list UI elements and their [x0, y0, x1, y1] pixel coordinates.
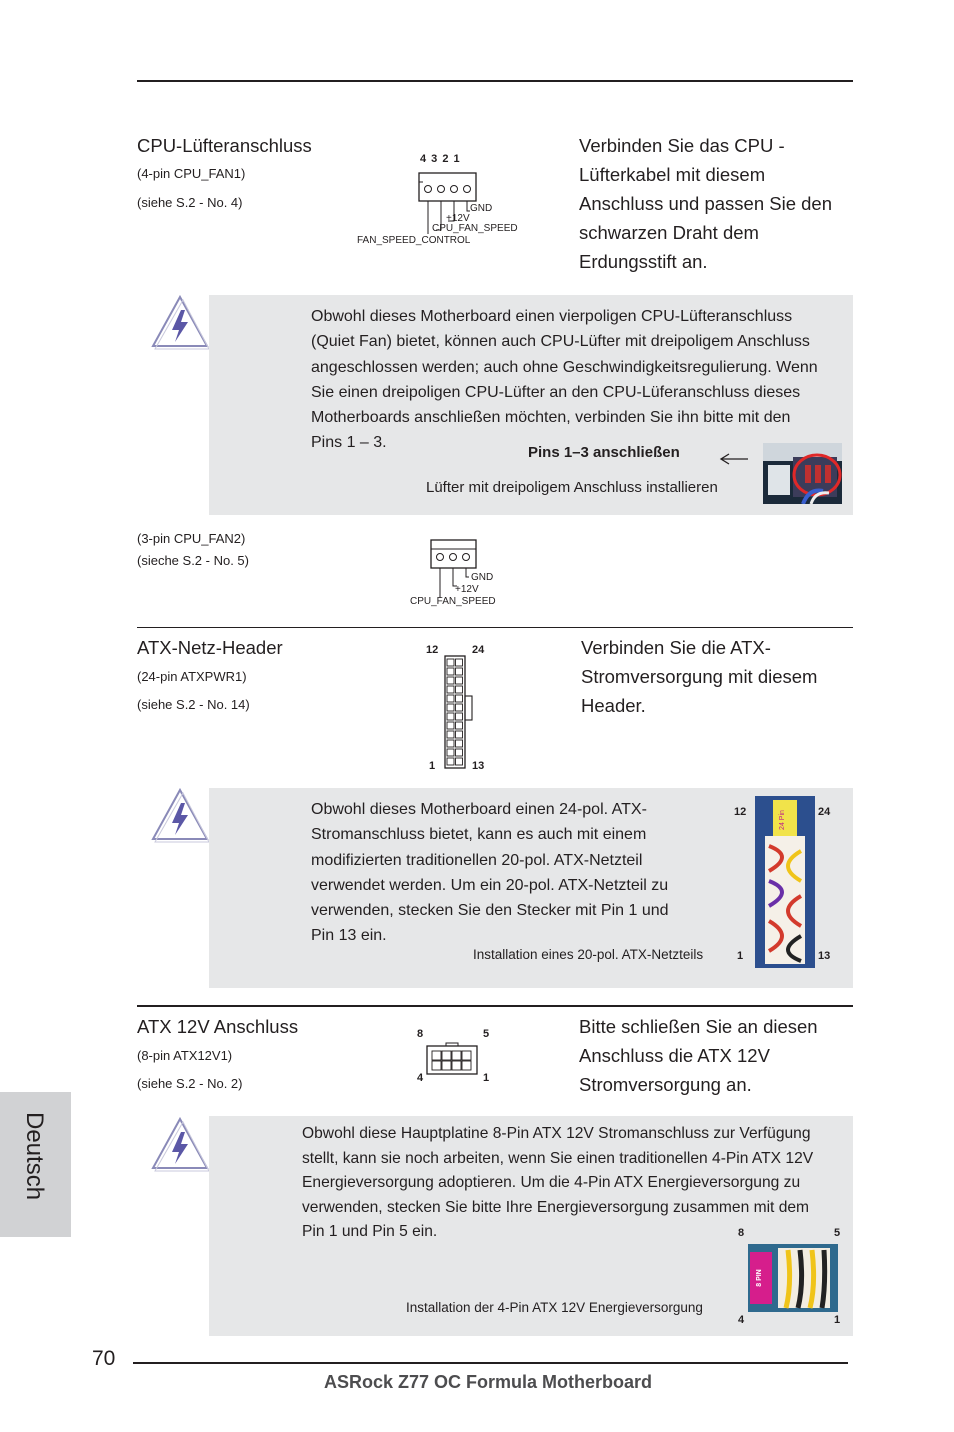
connector-pin: [456, 740, 463, 747]
arrow-left-icon: [718, 452, 750, 466]
connector-pin: [456, 713, 463, 720]
atx12v-ref: (siehe S.2 - No. 2): [137, 1076, 243, 1091]
atx-20pin-photo: [755, 796, 815, 968]
note3-pin-4: 4: [738, 1314, 745, 1326]
atx12v-pin-5: 5: [483, 1028, 490, 1040]
atx12v-title: ATX 12V Anschluss: [137, 1016, 299, 1037]
note-line: stellt, kann sie noch arbeiten, wenn Sie einen traditionellen 4-Pin ATX 12V: [302, 1149, 814, 1167]
note-line: Sie einen dreipoligen CPU-Lüfter an den CPU-Lüferanschluss dieses: [311, 383, 801, 401]
atxpwr-ref: (siehe S.2 - No. 14): [137, 697, 250, 712]
note-line: Pin 1 und Pin 5 ein.: [302, 1223, 438, 1240]
connector-pin: [456, 704, 463, 711]
note-line: Motherboards anschließen möchten, verbinden Sie ihn bitte mit den: [311, 409, 791, 427]
note2-caption: Installation eines 20-pol. ATX-Netzteils: [473, 947, 704, 962]
note2-pin-13: 13: [818, 950, 831, 962]
desc-line: Bitte schließen Sie an diesen: [579, 1016, 818, 1037]
note-line: Pins 1 – 3.: [311, 434, 387, 452]
cpu-fan1-pin-numbers: 4 3 2 1: [420, 153, 461, 165]
desc-line: Anschluss und passen Sie den: [579, 193, 833, 214]
cpu-fan2-speed: CPU_FAN_SPEED: [410, 596, 496, 607]
atx12v-pin-4: 4: [417, 1072, 424, 1084]
desc-line: schwarzen Draht dem: [579, 222, 759, 243]
top-rule: [137, 80, 853, 82]
photo-label: 24 Pin: [779, 810, 786, 830]
note3-text: [302, 1122, 853, 1245]
cpu-fan2-gnd: GND: [471, 572, 494, 583]
desc-line: Header.: [581, 695, 646, 716]
connector-pin: [456, 749, 463, 756]
connector-pin: [447, 731, 454, 738]
connector-pin: [456, 686, 463, 693]
desc-line: Stromversorgung an.: [579, 1074, 752, 1095]
note-line: Obwohl dieses Motherboard einen 24-pol. ATX-: [311, 801, 647, 818]
atxpwr-pin: (24-pin ATXPWR1): [137, 669, 247, 684]
language-tab-label: Deutsch: [21, 1112, 48, 1201]
warning-icon: [150, 1116, 210, 1172]
note-line: Stromanschluss bietet, kann es auch mit einem: [311, 826, 647, 844]
atx12v-4pin-photo: [748, 1244, 838, 1312]
atx12v-pin-1: 1: [483, 1072, 490, 1084]
desc-line: Anschluss die ATX 12V: [579, 1045, 770, 1066]
atx12v-pin-8: 8: [417, 1028, 424, 1040]
desc-line: Verbinden Sie die ATX-: [581, 637, 771, 658]
connector-pin: [456, 677, 463, 684]
cpu-fan1-ref: (siehe S.2 - No. 4): [137, 195, 243, 210]
note-line: angeschlossen werden; auch ohne Geschwindigkeitsregulierung. Wenn: [311, 358, 818, 376]
atxpwr-description: [581, 633, 853, 720]
note3-pin-8: 8: [738, 1227, 745, 1239]
note-line: Obwohl diese Hauptplatine 8-Pin ATX 12V Stromanschluss zur Verfügung: [302, 1125, 811, 1142]
note-line: modifizierten traditionellen 20-pol. ATX-Netzteil: [311, 851, 643, 869]
section-divider: [137, 627, 853, 628]
connector-pin: [447, 668, 454, 675]
note-line: Energieversorgung adoptieren. Um die 4-Pin ATX Energieversorgung zu: [302, 1174, 801, 1191]
atxpwr-pin-1: 1: [429, 760, 436, 772]
cpu-fan2-pin: (3-pin CPU_FAN2): [137, 531, 246, 546]
desc-line: Lüfterkabel mit diesem: [579, 164, 766, 185]
connector-pin: [456, 722, 463, 729]
note-line: verwenden, stecken Sie bitte Ihre Energieversorgung zusammen mit dem: [302, 1198, 810, 1216]
desc-line: Stromversorgung mit diesem: [581, 666, 818, 687]
note-line: Pin 13 ein.: [311, 927, 387, 945]
note3-caption: Installation der 4-Pin ATX 12V Energieversorgung: [406, 1300, 703, 1315]
warning-icon: [150, 787, 210, 843]
connector-pin: [456, 731, 463, 738]
note2-pin-12: 12: [734, 806, 747, 818]
connector-pin: [456, 659, 463, 666]
atxpwr-connector-diagram: [440, 654, 476, 770]
cpu-fan1-title: CPU-Lüfteranschluss: [137, 135, 312, 156]
note2-pin-1: 1: [737, 950, 744, 962]
cpu-fan1-control: FAN_SPEED_CONTROL: [357, 235, 471, 246]
footer-rule: [133, 1362, 848, 1364]
note1-arrow-label: Pins 1–3 anschließen: [528, 444, 680, 461]
cpu-fan1-speed: CPU_FAN_SPEED: [432, 223, 518, 234]
connector-pin: [447, 677, 454, 684]
atx12v-connector-diagram: [425, 1042, 481, 1076]
footer-product: ASRock Z77 OC Formula Motherboard: [324, 1372, 653, 1392]
connector-pin: [447, 659, 454, 666]
connector-pin: [447, 740, 454, 747]
atxpwr-pin-13: 13: [472, 760, 485, 772]
note-line: verwenden, stecken Sie den Stecker mit Pin 1 und: [311, 902, 669, 920]
language-tab: [0, 1092, 71, 1237]
desc-line: Erdungsstift an.: [579, 251, 708, 272]
note-line: (Quiet Fan) bietet, können auch CPU-Lüfter mit dreipoligem Anschluss: [311, 333, 810, 351]
connector-pin: [456, 758, 463, 765]
note1-text: [311, 304, 851, 456]
connector-pin: [447, 686, 454, 693]
connector-pin: [447, 695, 454, 702]
atx12v-pin: (8-pin ATX12V1): [137, 1048, 233, 1063]
atxpwr-pin-24: 24: [472, 644, 485, 656]
note3-pin-5: 5: [834, 1227, 841, 1239]
connector-pin: [447, 713, 454, 720]
connector-pin: [447, 704, 454, 711]
connector-pin: [447, 722, 454, 729]
atxpwr-pin-12: 12: [426, 644, 439, 656]
connector-pin: [456, 695, 463, 702]
cpu-fan1-12v: +12V: [446, 213, 470, 224]
connector-pin: [447, 758, 454, 765]
fan-connector-photo: [763, 443, 842, 504]
photo-label: 8 PIN: [756, 1269, 763, 1287]
desc-line: Verbinden Sie das CPU -: [579, 135, 785, 156]
note-line: Obwohl dieses Motherboard einen vierpoligen CPU-Lüfteranschluss: [311, 308, 793, 325]
connector-pin: [456, 668, 463, 675]
cpu-fan2-ref: (sieche S.2 - No. 5): [137, 553, 249, 568]
note2-text: [311, 797, 711, 949]
cpu-fan1-pin: (4-pin CPU_FAN1): [137, 166, 246, 181]
atxpwr-title: ATX-Netz-Header: [137, 637, 283, 658]
cpu-fan2-12v: +12V: [455, 584, 479, 595]
note3-pin-1: 1: [834, 1314, 841, 1326]
note-line: verwendet werden. Um ein 20-pol. ATX-Netzteil zu: [311, 876, 669, 894]
atx12v-description: [579, 1012, 853, 1099]
cpu-fan1-gnd: GND: [470, 203, 493, 214]
warning-icon: [150, 294, 210, 350]
cpu-fan1-description: [579, 131, 853, 276]
page-number: 70: [92, 1347, 116, 1370]
note2-pin-24: 24: [818, 806, 831, 818]
note1-caption: Lüfter mit dreipoligem Anschluss installieren: [426, 479, 718, 496]
section-divider: [137, 1005, 853, 1007]
connector-pin: [447, 749, 454, 756]
